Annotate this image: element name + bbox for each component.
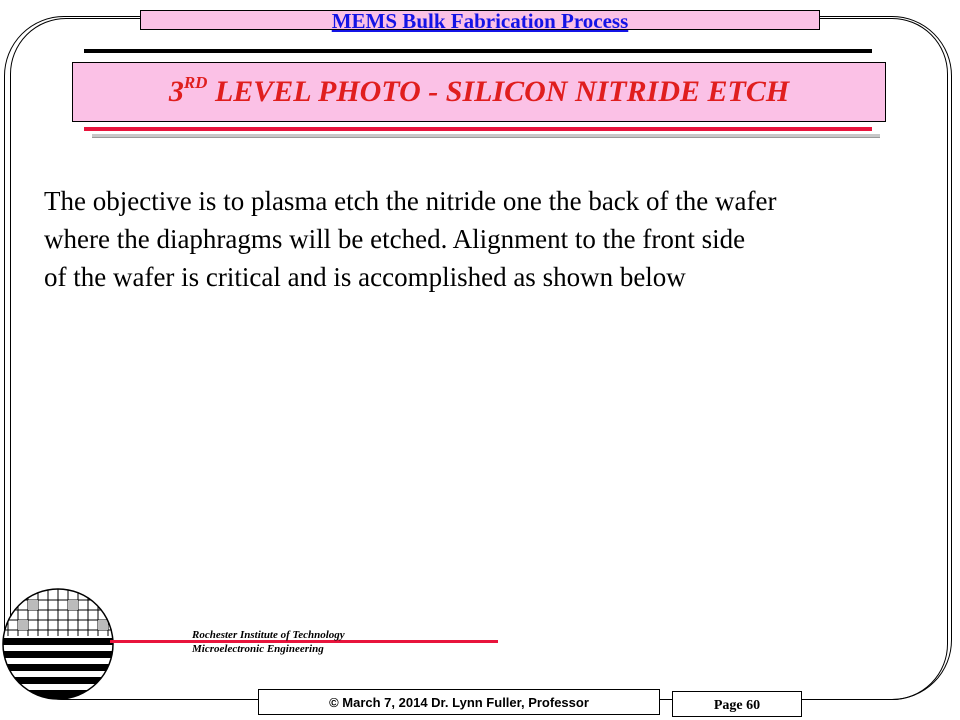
- body-line: where the diaphragms will be etched. Alignment to the front side: [44, 224, 746, 254]
- header-divider-red: [84, 127, 872, 131]
- institution-line: Microelectronic Engineering: [192, 643, 324, 655]
- wafer-logo-icon: [0, 588, 116, 700]
- slide-title-superscript: RD: [183, 73, 208, 92]
- institution-line: Rochester Institute of Technology: [192, 629, 345, 641]
- body-line: of the wafer is critical and is accomplished as shown below: [44, 262, 686, 292]
- slide-body: [44, 182, 924, 296]
- header-divider-black: [84, 49, 872, 53]
- page-number: Page 60: [672, 691, 802, 717]
- slide-title-prefix: 3: [168, 75, 184, 108]
- header-divider-gray: [92, 134, 880, 138]
- institution-name: [192, 628, 345, 656]
- course-title: MEMS Bulk Fabrication Process: [140, 10, 820, 30]
- slide-title: [73, 75, 885, 109]
- slide-title-box: [72, 62, 886, 122]
- body-line: The objective is to plasma etch the nitride one the back of the wafer: [44, 186, 777, 216]
- slide-title-rest: LEVEL PHOTO - SILICON NITRIDE ETCH: [207, 75, 790, 108]
- copyright-box: © March 7, 2014 Dr. Lynn Fuller, Professor: [258, 689, 660, 715]
